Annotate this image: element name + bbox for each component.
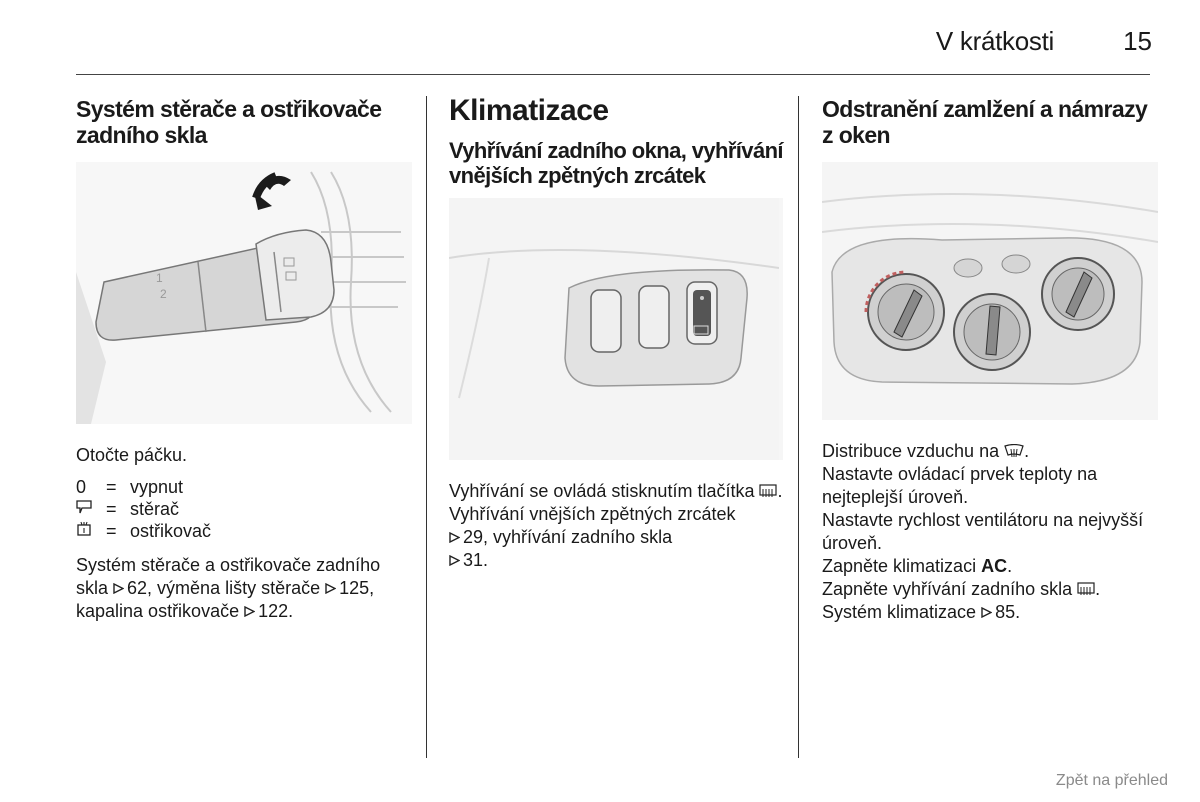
legend-equals: = (106, 477, 117, 497)
page-reference-arrow-icon (325, 583, 336, 594)
page-reference-link[interactable]: 125, kapalina ostřikovače (76, 578, 375, 621)
climate-controls-illustration (822, 162, 1158, 420)
section-heading: Odstranění zamlžení a námrazy z oken (822, 96, 1148, 148)
page-reference-arrow-icon (449, 555, 460, 566)
legend-value: vypnut (130, 477, 184, 497)
windscreen-demist-icon (1004, 444, 1024, 458)
page-reference-arrow-icon (449, 532, 460, 543)
page-reference-link[interactable]: 122. (258, 601, 294, 621)
paragraph: Distribuce vzduchu na . (822, 441, 1030, 461)
page-reference-arrow-icon (244, 606, 255, 617)
legend-value: stěrač (130, 499, 180, 519)
legend-value: ostřikovač (130, 521, 212, 541)
column-climate (449, 96, 783, 572)
svg-text:2: 2 (160, 287, 167, 301)
rear-wiper-icon (76, 499, 92, 515)
ac-label: AC (981, 556, 1008, 576)
cross-reference-text: Systém stěrače a ostřikovače zadního skla 62, výměna lišty stěrače 125, kapalina ostřikovače 122. (76, 555, 381, 621)
legend-row (76, 498, 412, 520)
section-heading: Systém stěrače a ostřikovače zadního skla (76, 96, 382, 148)
svg-text:1: 1 (156, 271, 163, 285)
page-reference-arrow-icon (113, 583, 124, 594)
paragraph: Zapněte klimatizaci AC. (822, 556, 1013, 576)
back-to-overview-link[interactable]: Zpět na přehled (1055, 772, 1168, 789)
instruction-text: Otočte páčku. (76, 445, 188, 465)
position-legend (76, 476, 412, 542)
column-rear-wiper (76, 96, 412, 623)
column-divider (798, 96, 799, 758)
page-reference-link[interactable]: 31. (463, 550, 489, 570)
page-reference-link[interactable]: 29, vyhřívání zadního skla (463, 527, 673, 547)
chapter-heading: Klimatizace (449, 94, 609, 127)
paragraph: Systém klimatizace 85. (822, 602, 1021, 622)
section-title: V krátkosti (935, 26, 1054, 56)
wiper-stalk-illustration (76, 162, 412, 424)
legend-equals: = (106, 521, 117, 541)
column-divider (426, 96, 427, 758)
rear-window-heating-icon (1077, 582, 1095, 596)
heating-buttons-illustration (449, 198, 783, 460)
column-defrost (822, 96, 1158, 624)
paragraph: Vyhřívání se ovládá stisknutím tlačítka . (449, 481, 783, 501)
page-number: 15 (1123, 26, 1152, 56)
paragraph: Zapněte vyhřívání zadního skla . (822, 579, 1101, 599)
page-header (0, 0, 1200, 80)
page-reference-link[interactable]: 85. (995, 602, 1021, 622)
paragraph: Nastavte rychlost ventilátoru na nejvyšší úroveň. (822, 510, 1144, 553)
page-reference-link[interactable]: 62, výměna lišty stěrače (127, 578, 321, 598)
legend-equals: = (106, 499, 117, 519)
paragraph: Nastavte ovládací prvek teploty na nejteplejší úroveň. (822, 464, 1098, 507)
legend-row (76, 476, 412, 498)
paragraph: Vyhřívání vnějších zpětných zrcátek 29, vyhřívání zadního skla 31. (449, 504, 736, 570)
legend-key: 0 (76, 477, 87, 497)
rear-washer-icon (76, 521, 92, 537)
page-reference-arrow-icon (981, 607, 992, 618)
rear-window-heating-icon (759, 484, 777, 498)
legend-row (76, 520, 412, 542)
subsection-heading: Vyhřívání zadního okna, vyhřívání vnějších zpětných zrcátek (449, 138, 783, 188)
header-divider (76, 74, 1150, 75)
